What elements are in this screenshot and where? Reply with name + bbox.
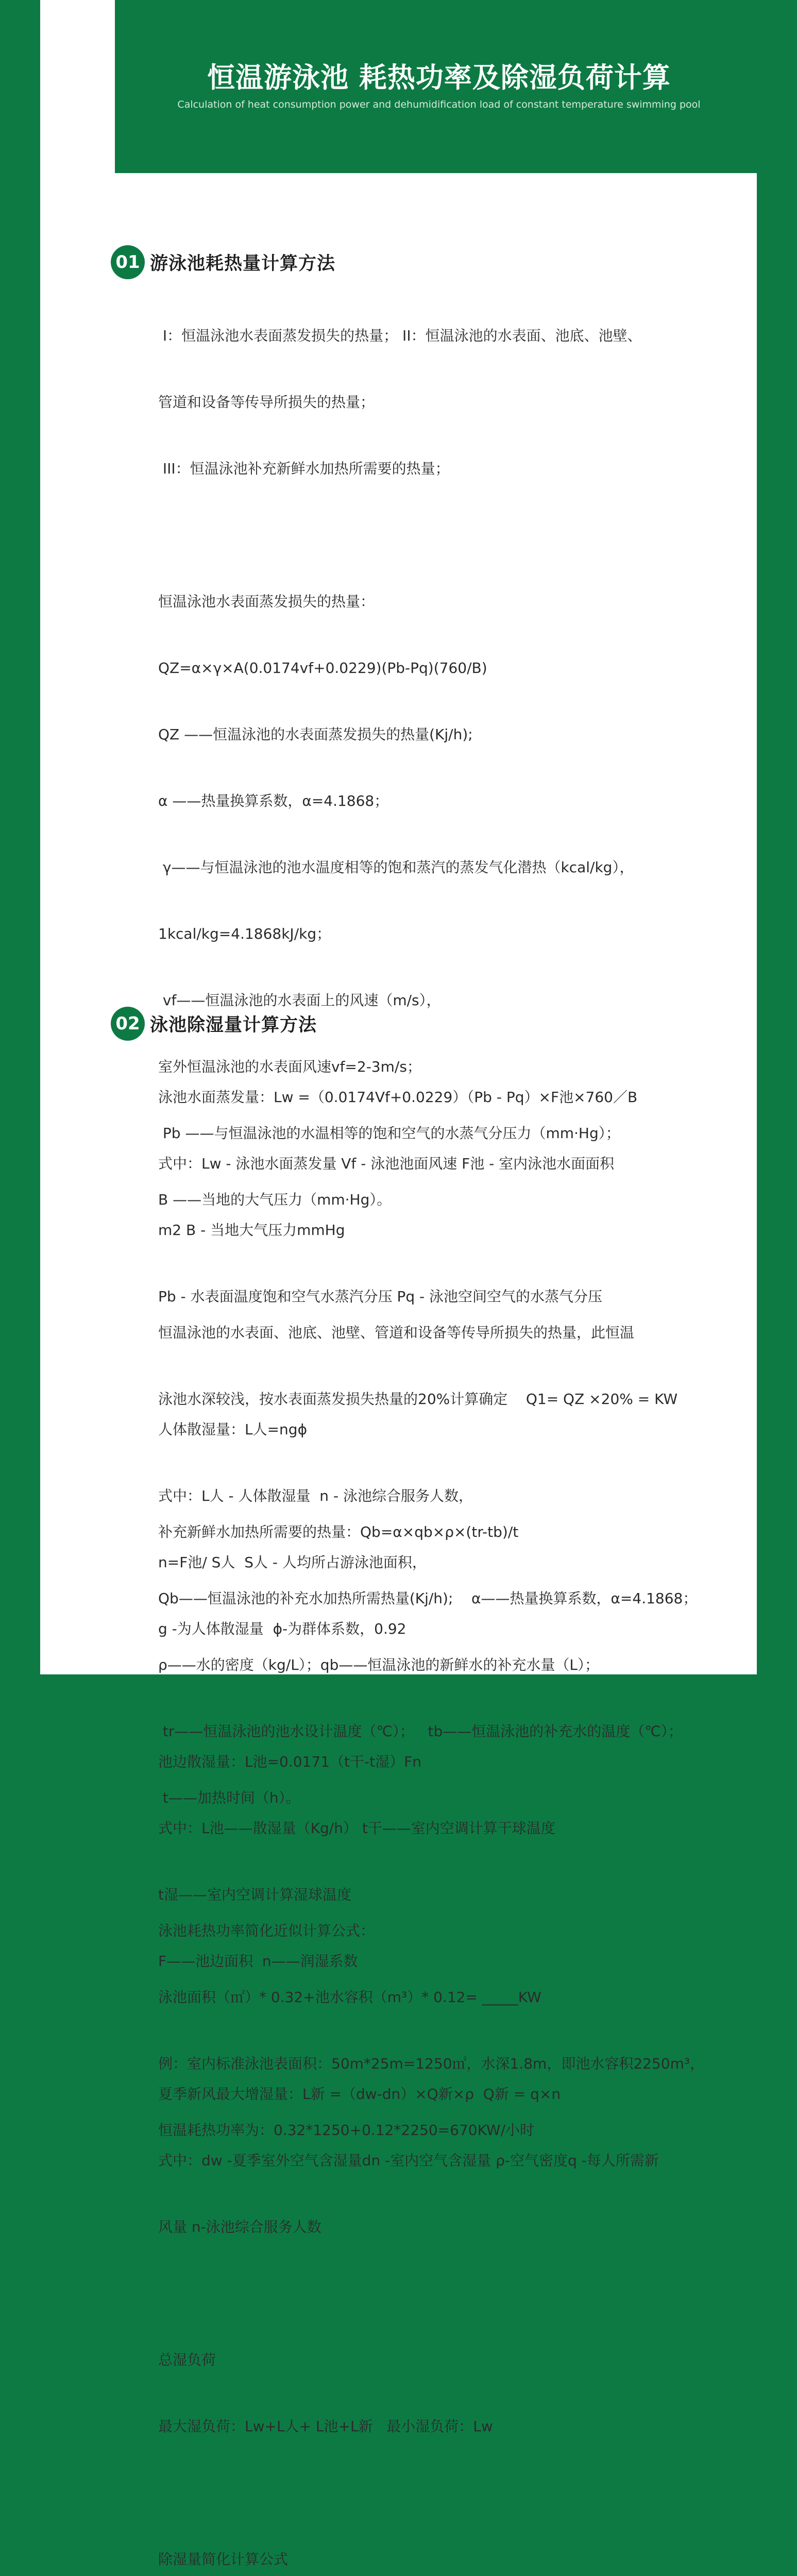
text-line: 除湿量简化计算公式	[158, 2551, 289, 2568]
formula-line: QZ=α×γ×A(0.0174vf+0.0229)(Pb-Pq)(760/B)	[158, 659, 487, 676]
text-line: t湿——室内空调计算湿球温度	[158, 1886, 351, 1903]
formula-line: 泳池面积（㎡）* 0.32+池水容积（m³）* 0.12= _____KW	[158, 1989, 541, 2006]
text-line: 式中：L池——散湿量（Kg/h） t干——室内空调计算干球温度	[158, 1820, 555, 1837]
section-body	[158, 1042, 729, 2576]
text-line: Pb - 水表面温度饱和空气水蒸汽分压 Pq - 泳池空间空气的水蒸气分压	[158, 1288, 603, 1305]
formula-line: 泳池水面蒸发量：Lw =（0.0174Vf+0.0229）（Pb - Pq）×F池×760／B	[158, 1089, 638, 1106]
text-line: B ——当地的大气压力（mm·Hg）。	[158, 1191, 392, 1208]
text-line: Pb ——与恒温泳池的水温相等的饱和空气的水蒸气分压力（mm·Hg）；	[158, 1125, 620, 1142]
text-line: 1kcal/kg=4.1868kJ/kg；	[158, 925, 331, 942]
section-dehumidification	[111, 1006, 729, 2576]
text-line: n=F池/ S人 S人 - 人均所占游泳池面积，	[158, 1554, 427, 1571]
text-line: 恒温耗热功率为：0.32*1250+0.12*2250=670KW/小时	[158, 2122, 535, 2139]
text-line: 恒温泳池的水表面、池底、池壁、管道和设备等传导所损失的热量，此恒温	[158, 1324, 635, 1341]
section-header	[111, 1006, 729, 1042]
text-line: F——池边面积 n——润湿系数	[158, 1953, 358, 1970]
text-line: vf——恒温泳池的水表面上的风速（m/s），	[158, 992, 441, 1009]
text-line: Qb——恒温泳池的补充水加热所需热量(Kj/h); α——热量换算系数，α=4.1868；	[158, 1590, 698, 1607]
formula-line: 补充新鲜水加热所需要的热量：Qb=α×qb×ρ×(tr-tb)/t	[158, 1523, 519, 1540]
text-line: III：恒温泳池补充新鲜水加热所需要的热量；	[158, 460, 450, 477]
formula-line: 夏季新风最大增湿量：L新 =（dw-dn）×Q新×ρ Q新 = q×n	[158, 2086, 561, 2103]
text-line: α ——热量换算系数，α=4.1868；	[158, 792, 389, 809]
section-header	[111, 244, 729, 280]
text-line: tr——恒温泳池的池水设计温度（℃）； tb——恒温泳池的补充水的温度（℃）；	[158, 1723, 683, 1740]
text-line: QZ ——恒温泳池的水表面蒸发损失的热量(Kj/h);	[158, 726, 473, 743]
section-title: 泳池除湿量计算方法	[150, 1015, 317, 1036]
text-line: 式中：Lw - 泳池水面蒸发量 Vf - 泳池池面风速 F池 - 室内泳池水面面积	[158, 1155, 615, 1172]
formula-line: 池边散湿量：L池=0.0171（t干-t湿）Fn	[158, 1753, 421, 1770]
text-line: γ——与恒温泳池的池水温度相等的饱和蒸汽的蒸发气化潜热（kcal/kg），	[158, 859, 634, 876]
text-line: 恒温泳池水表面蒸发损失的热量：	[158, 593, 375, 610]
section-number-badge: 01	[111, 245, 145, 279]
text-line: 例：室内标准泳池表面积：50m*25m=1250㎡，水深1.8m，即池水容积2250m³，	[158, 2055, 705, 2072]
header-banner	[115, 0, 763, 173]
page-title: 恒温游泳池 耗热功率及除湿负荷计算	[207, 61, 671, 94]
section-title: 游泳池耗热量计算方法	[150, 253, 336, 274]
text-line: 泳池水深较浅，按水表面蒸发损失热量的20%计算确定 Q1= QZ ×20% = KW	[158, 1391, 678, 1408]
text-line: m2 B - 当地大气压力mmHg	[158, 1222, 345, 1239]
text-line: 式中：L人 - 人体散湿量 n - 泳池综合服务人数，	[158, 1487, 473, 1504]
text-line: g -为人体散湿量 ϕ-为群体系数，0.92	[158, 1620, 406, 1637]
section-number-badge: 02	[111, 1007, 145, 1041]
text-line: I：恒温泳池水表面蒸发损失的热量； II：恒温泳池的水表面、池底、池壁、	[158, 327, 642, 344]
text-line: 管道和设备等传导所损失的热量；	[158, 394, 375, 411]
text-line: 最大湿负荷：Lw+L人+ L池+L新 最小湿负荷：Lw	[158, 2418, 493, 2435]
text-line: ρ——水的密度（kg/L）；qb——恒温泳池的新鲜水的补充水量（L）；	[158, 1656, 599, 1673]
text-line: 式中：dw -夏季室外空气含湿量dn -室内空气含湿量 ρ-空气密度q -每人所需新	[158, 2152, 659, 2169]
text-line: 总湿负荷	[158, 2351, 216, 2368]
text-line: 风量 n-泳池综合服务人数	[158, 2218, 321, 2235]
page-subtitle: Calculation of heat consumption power and dehumidification load of constant temperature swimming pool	[177, 99, 701, 110]
text-line: 室外恒温泳池的水表面风速vf=2-3m/s；	[158, 1058, 421, 1075]
text-line: t——加热时间（h）。	[158, 1789, 300, 1806]
text-line: 泳池耗热功率简化近似计算公式：	[158, 1922, 375, 1939]
formula-line: 人体散湿量：L人=ngϕ	[158, 1421, 308, 1438]
